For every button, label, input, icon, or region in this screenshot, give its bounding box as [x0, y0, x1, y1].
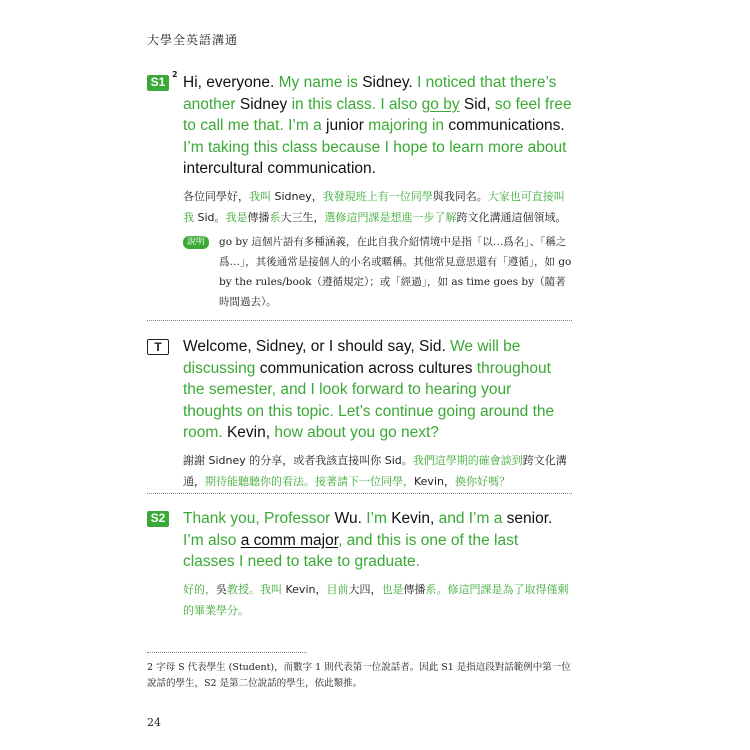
text-run: a comm major	[240, 531, 339, 549]
text-run: communication across cultures	[259, 359, 477, 377]
explanation-tag: 說明	[183, 236, 209, 249]
text-run: 與我同名。	[432, 189, 488, 203]
text-run: 謝謝 Sidney 的分享，或者我該直接叫你 Sid。	[183, 453, 413, 467]
text-run: , and this is one of the last classes I need to take to graduate.	[183, 531, 519, 570]
text-run: 教授。我叫	[227, 582, 286, 596]
chinese-text-s2	[183, 579, 572, 621]
text-run: 大家也可直接叫我	[183, 189, 565, 224]
text-run: 系	[269, 210, 281, 224]
text-run: so feel free to call me that. I’m a	[183, 95, 572, 134]
text-run: I noticed that there’s another	[183, 74, 557, 113]
speaker-badge-s2: S2	[147, 511, 169, 527]
text-run: Sid。	[197, 210, 226, 224]
text-run: throughout the semester, and I look forward to hearing your thoughts on this topic. Let’s continue going around the room.	[183, 359, 555, 441]
footnote: 2 字母 S 代表學生 (Student)，而數字 1 則代表第一位說話者。因此 S1 是指這段對話範例中第一位說話的學生，S2 是第二位說話的學生，依此類推。	[147, 662, 571, 689]
text-run: Welcome, Sidney, or I should say, Sid.	[183, 338, 451, 355]
text-run: I’m taking this class because I hope to learn more about	[183, 138, 567, 156]
text-run: I’m	[366, 510, 392, 527]
text-run: Wu.	[334, 510, 367, 527]
chinese-text-t	[183, 450, 572, 492]
explanation-text: go by 這個片語有多種涵義，在此自我介紹情境中是指「以…爲名」、「稱之爲…」，其後通常是接個人的小名或暱稱。其他常見意思還有「遵循」，如 go by the rules/book（遵循規定）；或「經過」，如 as time goes by（隨著時間過去）。	[219, 235, 572, 308]
text-run: junior	[326, 117, 369, 134]
running-header: 大學全英語溝通	[147, 33, 239, 47]
text-run: Sid,	[459, 95, 495, 113]
text-run: Kevin，	[414, 474, 455, 488]
text-run: Kevin，	[285, 582, 327, 596]
text-run: We will be discussing	[183, 338, 521, 377]
text-run: majoring in	[368, 117, 449, 134]
text-run: 大四，	[348, 582, 382, 596]
english-text-s2	[183, 508, 572, 573]
text-run: Sidney，	[274, 189, 323, 203]
text-run: intercultural communication.	[183, 160, 376, 177]
footnote-ref: 2	[172, 70, 178, 79]
chinese-text-s1	[183, 186, 572, 228]
page-number: 24	[147, 716, 161, 729]
text-run: 我發現班上有一位同學	[322, 189, 433, 203]
text-run: Kevin,	[226, 424, 275, 441]
english-text-s1	[183, 72, 572, 180]
dialogue-block-t	[147, 336, 572, 492]
text-run: 我叫	[249, 189, 275, 203]
text-run: 目前	[326, 582, 349, 596]
text-run: 我們這學期的確會談到	[412, 453, 523, 467]
text-run: 也是	[381, 582, 404, 596]
text-run: how about you go next?	[274, 424, 439, 441]
text-run: 期待能聽聽你的看法。接著請下一位同學，	[205, 474, 414, 488]
text-run: 傳播	[403, 582, 426, 596]
text-run: 好的，	[183, 582, 216, 596]
text-run: 吳	[216, 582, 227, 596]
text-run: 各位同學好，	[183, 189, 249, 203]
text-run: My name is	[278, 74, 363, 91]
text-run: 選修這門課是想進一步了解	[324, 210, 457, 224]
separator	[147, 493, 572, 494]
text-run: 我是	[225, 210, 248, 224]
text-run: Hi, everyone.	[183, 74, 279, 91]
speaker-badge-t: T	[147, 339, 169, 355]
speaker-badge-s1: S1	[147, 75, 169, 91]
dialogue-block-s2	[147, 508, 572, 621]
separator	[147, 320, 572, 321]
text-run: 換你好嗎？	[454, 474, 510, 488]
text-run: 跨文化溝通，	[183, 453, 567, 488]
text-run: communications.	[448, 117, 565, 134]
text-run: Sidney.	[362, 74, 418, 91]
footnote-divider	[147, 652, 307, 653]
text-run: 跨文化溝通這個領域。	[456, 210, 567, 224]
explanation-note	[183, 232, 572, 312]
text-run: and I’m a	[438, 510, 507, 527]
text-run: Kevin,	[391, 510, 439, 527]
dialogue-block-s1	[147, 72, 572, 312]
text-run: in this class. I also	[291, 95, 422, 113]
text-run: I’m also	[183, 531, 241, 549]
text-run: Sidney	[239, 95, 292, 113]
text-run: senior.	[506, 510, 553, 527]
english-text-t	[183, 336, 572, 444]
text-run: 大三生，	[280, 210, 325, 224]
text-run: 系。修這門課是為了取得僅剩的畢業學分。	[183, 582, 569, 617]
text-run: 傳播	[247, 210, 270, 224]
text-run: go by	[421, 95, 460, 113]
text-run: Thank you, Professor	[183, 510, 335, 527]
